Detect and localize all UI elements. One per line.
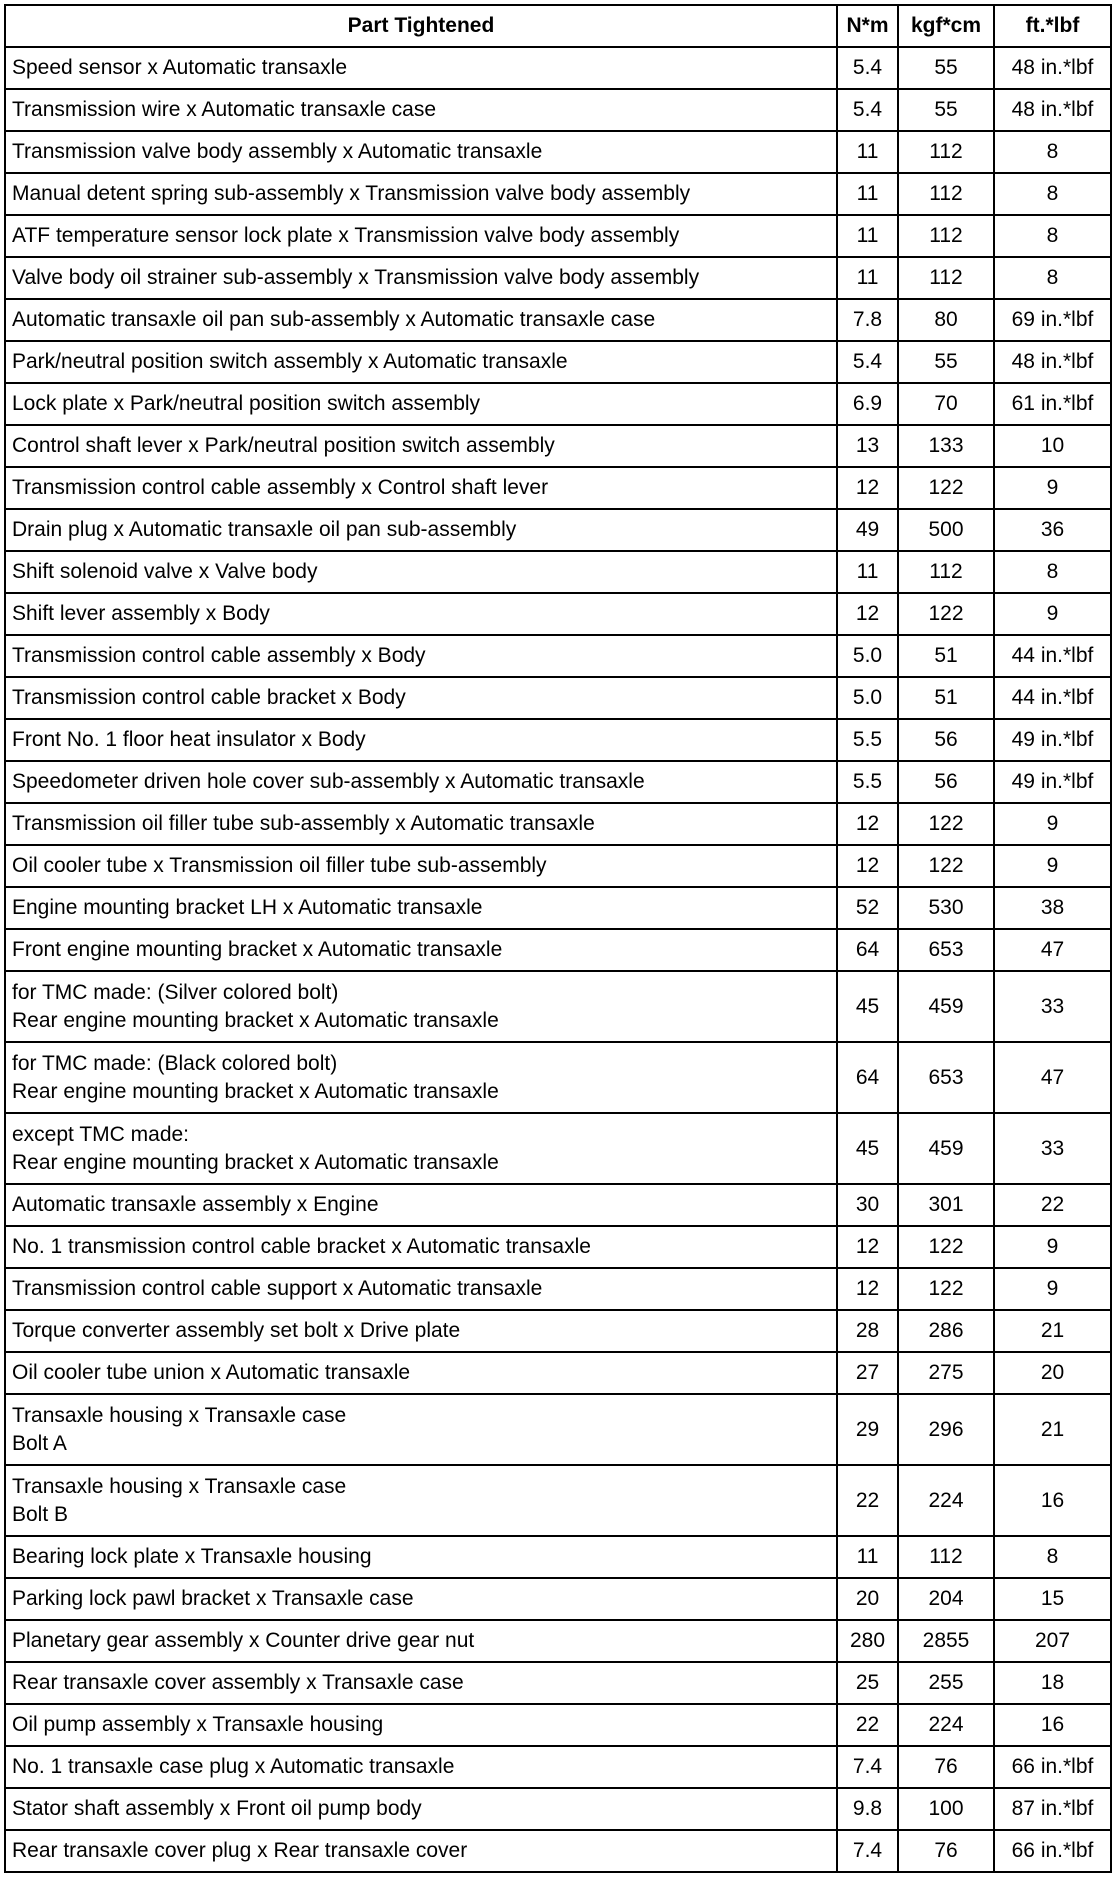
cell-ft-lbf: 9 — [994, 593, 1111, 635]
cell-part-tightened — [5, 593, 837, 635]
part-text-line: Rear transaxle cover assembly x Transaxle case — [12, 1671, 464, 1694]
part-text-line: Automatic transaxle oil pan sub-assembly x Automatic transaxle case — [12, 308, 656, 331]
part-text-line: Rear engine mounting bracket x Automatic transaxle — [12, 1150, 499, 1174]
cell-kgf-cm: 224 — [898, 1465, 994, 1536]
table-row — [5, 1830, 1111, 1872]
cell-ft-lbf: 18 — [994, 1662, 1111, 1704]
cell-ft-lbf: 48 in.*lbf — [994, 89, 1111, 131]
cell-ft-lbf: 8 — [994, 173, 1111, 215]
cell-kgf-cm: 286 — [898, 1310, 994, 1352]
cell-part-tightened — [5, 467, 837, 509]
cell-ft-lbf: 20 — [994, 1352, 1111, 1394]
part-text-line: Control shaft lever x Park/neutral position switch assembly — [12, 434, 555, 457]
cell-kgf-cm: 76 — [898, 1746, 994, 1788]
part-text-line: No. 1 transmission control cable bracket x Automatic transaxle — [12, 1235, 591, 1258]
cell-ft-lbf: 9 — [994, 1268, 1111, 1310]
cell-part-tightened — [5, 1746, 837, 1788]
part-text-line: Speedometer driven hole cover sub-assembly x Automatic transaxle — [12, 770, 645, 793]
cell-newton-meter: 280 — [837, 1620, 898, 1662]
cell-newton-meter: 52 — [837, 887, 898, 929]
table-row — [5, 635, 1111, 677]
cell-ft-lbf: 33 — [994, 971, 1111, 1042]
cell-part-tightened — [5, 1226, 837, 1268]
cell-newton-meter: 5.4 — [837, 47, 898, 89]
table-row — [5, 845, 1111, 887]
cell-part-tightened — [5, 1662, 837, 1704]
table-row — [5, 1662, 1111, 1704]
cell-newton-meter: 7.4 — [837, 1746, 898, 1788]
table-row — [5, 1352, 1111, 1394]
cell-ft-lbf: 16 — [994, 1704, 1111, 1746]
cell-newton-meter: 45 — [837, 1113, 898, 1184]
cell-ft-lbf: 8 — [994, 215, 1111, 257]
cell-ft-lbf: 8 — [994, 1536, 1111, 1578]
cell-newton-meter: 20 — [837, 1578, 898, 1620]
table-row — [5, 89, 1111, 131]
cell-part-tightened — [5, 929, 837, 971]
table-row — [5, 215, 1111, 257]
cell-ft-lbf: 8 — [994, 131, 1111, 173]
header-kgf-cm: kgf*cm — [898, 5, 994, 47]
table-row — [5, 1465, 1111, 1536]
cell-ft-lbf: 49 in.*lbf — [994, 719, 1111, 761]
cell-kgf-cm: 56 — [898, 761, 994, 803]
cell-kgf-cm: 51 — [898, 677, 994, 719]
cell-kgf-cm: 55 — [898, 47, 994, 89]
table-row — [5, 803, 1111, 845]
part-text-line: Transmission control cable support x Automatic transaxle — [12, 1277, 543, 1300]
cell-part-tightened — [5, 887, 837, 929]
table-row — [5, 383, 1111, 425]
cell-kgf-cm: 55 — [898, 89, 994, 131]
part-text-line: Park/neutral position switch assembly x Automatic transaxle — [12, 350, 568, 373]
cell-kgf-cm: 275 — [898, 1352, 994, 1394]
cell-kgf-cm: 459 — [898, 1113, 994, 1184]
table-row — [5, 887, 1111, 929]
table-row — [5, 1184, 1111, 1226]
cell-ft-lbf: 22 — [994, 1184, 1111, 1226]
cell-part-tightened — [5, 47, 837, 89]
part-text-line: Rear transaxle cover plug x Rear transaxle cover — [12, 1839, 468, 1862]
table-row — [5, 677, 1111, 719]
cell-newton-meter: 11 — [837, 257, 898, 299]
cell-newton-meter: 12 — [837, 1268, 898, 1310]
part-text-line: Front engine mounting bracket x Automatic transaxle — [12, 938, 503, 961]
cell-kgf-cm: 653 — [898, 929, 994, 971]
cell-kgf-cm: 2855 — [898, 1620, 994, 1662]
part-text-line: Drain plug x Automatic transaxle oil pan sub-assembly — [12, 518, 517, 541]
cell-part-tightened — [5, 1394, 837, 1465]
cell-part-tightened — [5, 173, 837, 215]
part-text-line: Oil pump assembly x Transaxle housing — [12, 1713, 384, 1736]
part-text-line: Rear engine mounting bracket x Automatic transaxle — [12, 1008, 499, 1032]
cell-kgf-cm: 112 — [898, 551, 994, 593]
table-row — [5, 425, 1111, 467]
part-text-line: Automatic transaxle assembly x Engine — [12, 1193, 379, 1216]
cell-part-tightened — [5, 1113, 837, 1184]
cell-ft-lbf: 21 — [994, 1394, 1111, 1465]
cell-part-tightened — [5, 131, 837, 173]
cell-kgf-cm: 133 — [898, 425, 994, 467]
cell-newton-meter: 13 — [837, 425, 898, 467]
table-row — [5, 1310, 1111, 1352]
cell-kgf-cm: 112 — [898, 1536, 994, 1578]
part-text-line: Transmission control cable assembly x Control shaft lever — [12, 476, 549, 499]
cell-kgf-cm: 255 — [898, 1662, 994, 1704]
cell-newton-meter: 28 — [837, 1310, 898, 1352]
cell-kgf-cm: 56 — [898, 719, 994, 761]
cell-newton-meter: 11 — [837, 131, 898, 173]
cell-newton-meter: 64 — [837, 1042, 898, 1113]
cell-newton-meter: 49 — [837, 509, 898, 551]
cell-kgf-cm: 459 — [898, 971, 994, 1042]
cell-kgf-cm: 100 — [898, 1788, 994, 1830]
cell-newton-meter: 64 — [837, 929, 898, 971]
cell-newton-meter: 45 — [837, 971, 898, 1042]
cell-part-tightened — [5, 761, 837, 803]
table-row — [5, 761, 1111, 803]
cell-ft-lbf: 21 — [994, 1310, 1111, 1352]
cell-ft-lbf: 16 — [994, 1465, 1111, 1536]
cell-kgf-cm: 500 — [898, 509, 994, 551]
cell-ft-lbf: 9 — [994, 467, 1111, 509]
part-text-line: Transmission wire x Automatic transaxle case — [12, 98, 437, 121]
part-text-line: No. 1 transaxle case plug x Automatic transaxle — [12, 1755, 455, 1778]
part-text-line: Transmission control cable bracket x Body — [12, 686, 406, 709]
cell-newton-meter: 11 — [837, 215, 898, 257]
cell-kgf-cm: 112 — [898, 257, 994, 299]
cell-newton-meter: 5.4 — [837, 89, 898, 131]
cell-part-tightened — [5, 1788, 837, 1830]
cell-ft-lbf: 33 — [994, 1113, 1111, 1184]
part-text-line: ATF temperature sensor lock plate x Transmission valve body assembly — [12, 224, 680, 247]
cell-part-tightened — [5, 215, 837, 257]
cell-newton-meter: 5.0 — [837, 635, 898, 677]
cell-part-tightened — [5, 551, 837, 593]
cell-part-tightened — [5, 299, 837, 341]
part-text-line: Shift solenoid valve x Valve body — [12, 560, 318, 583]
cell-part-tightened — [5, 971, 837, 1042]
table-row — [5, 509, 1111, 551]
cell-ft-lbf: 66 in.*lbf — [994, 1830, 1111, 1872]
cell-newton-meter: 12 — [837, 467, 898, 509]
cell-part-tightened — [5, 1042, 837, 1113]
cell-ft-lbf: 8 — [994, 551, 1111, 593]
table-row — [5, 467, 1111, 509]
cell-newton-meter: 5.4 — [837, 341, 898, 383]
cell-ft-lbf: 9 — [994, 845, 1111, 887]
cell-ft-lbf: 69 in.*lbf — [994, 299, 1111, 341]
part-text-line: Transaxle housing x Transaxle case — [12, 1403, 347, 1427]
cell-ft-lbf: 36 — [994, 509, 1111, 551]
cell-kgf-cm: 301 — [898, 1184, 994, 1226]
cell-newton-meter: 29 — [837, 1394, 898, 1465]
table-row — [5, 47, 1111, 89]
part-text-line: Lock plate x Park/neutral position switch assembly — [12, 392, 481, 415]
cell-kgf-cm: 204 — [898, 1578, 994, 1620]
part-text-line: Transaxle housing x Transaxle case — [12, 1474, 347, 1498]
table-row — [5, 1620, 1111, 1662]
table-row — [5, 551, 1111, 593]
cell-kgf-cm: 122 — [898, 593, 994, 635]
table-row — [5, 131, 1111, 173]
cell-newton-meter: 27 — [837, 1352, 898, 1394]
torque-spec-table — [4, 4, 1112, 1873]
table-row — [5, 1268, 1111, 1310]
cell-newton-meter: 12 — [837, 1226, 898, 1268]
table-row — [5, 1788, 1111, 1830]
cell-ft-lbf: 61 in.*lbf — [994, 383, 1111, 425]
part-text-line: for TMC made: (Black colored bolt) — [12, 1051, 338, 1075]
cell-kgf-cm: 653 — [898, 1042, 994, 1113]
part-text-line: Rear engine mounting bracket x Automatic transaxle — [12, 1079, 499, 1103]
cell-newton-meter: 9.8 — [837, 1788, 898, 1830]
cell-part-tightened — [5, 635, 837, 677]
cell-kgf-cm: 224 — [898, 1704, 994, 1746]
table-row — [5, 1042, 1111, 1113]
cell-part-tightened — [5, 509, 837, 551]
cell-kgf-cm: 122 — [898, 1268, 994, 1310]
cell-newton-meter: 12 — [837, 845, 898, 887]
cell-ft-lbf: 44 in.*lbf — [994, 677, 1111, 719]
cell-newton-meter: 12 — [837, 803, 898, 845]
cell-kgf-cm: 112 — [898, 173, 994, 215]
table-row — [5, 1578, 1111, 1620]
cell-ft-lbf: 207 — [994, 1620, 1111, 1662]
cell-ft-lbf: 9 — [994, 1226, 1111, 1268]
part-text-line: Valve body oil strainer sub-assembly x Transmission valve body assembly — [12, 266, 700, 289]
cell-newton-meter: 25 — [837, 1662, 898, 1704]
cell-ft-lbf: 9 — [994, 803, 1111, 845]
cell-part-tightened — [5, 1465, 837, 1536]
cell-part-tightened — [5, 425, 837, 467]
table-row — [5, 719, 1111, 761]
cell-part-tightened — [5, 1268, 837, 1310]
cell-part-tightened — [5, 677, 837, 719]
part-text-line: for TMC made: (Silver colored bolt) — [12, 980, 339, 1004]
cell-ft-lbf: 87 in.*lbf — [994, 1788, 1111, 1830]
cell-newton-meter: 22 — [837, 1465, 898, 1536]
part-text-line: Manual detent spring sub-assembly x Transmission valve body assembly — [12, 182, 691, 205]
cell-part-tightened — [5, 383, 837, 425]
header-newton-meter: N*m — [837, 5, 898, 47]
torque-spec-table-container — [4, 4, 1110, 1873]
cell-kgf-cm: 70 — [898, 383, 994, 425]
cell-ft-lbf: 47 — [994, 1042, 1111, 1113]
header-ft-lbf: ft.*lbf — [994, 5, 1111, 47]
table-row — [5, 1536, 1111, 1578]
cell-part-tightened — [5, 719, 837, 761]
cell-newton-meter: 11 — [837, 173, 898, 215]
cell-part-tightened — [5, 1536, 837, 1578]
cell-newton-meter: 5.5 — [837, 719, 898, 761]
table-row — [5, 593, 1111, 635]
part-text-line: Parking lock pawl bracket x Transaxle case — [12, 1587, 414, 1610]
part-text-line: Bearing lock plate x Transaxle housing — [12, 1545, 372, 1568]
part-text-line: Transmission oil filler tube sub-assembly x Automatic transaxle — [12, 812, 595, 835]
cell-part-tightened — [5, 1704, 837, 1746]
cell-part-tightened — [5, 1352, 837, 1394]
table-row — [5, 299, 1111, 341]
cell-newton-meter: 30 — [837, 1184, 898, 1226]
header-part-tightened: Part Tightened — [5, 5, 837, 47]
table-row — [5, 1113, 1111, 1184]
cell-kgf-cm: 122 — [898, 803, 994, 845]
cell-kgf-cm: 112 — [898, 215, 994, 257]
table-row — [5, 1704, 1111, 1746]
cell-part-tightened — [5, 341, 837, 383]
table-row — [5, 1394, 1111, 1465]
cell-ft-lbf: 10 — [994, 425, 1111, 467]
part-text-line: Speed sensor x Automatic transaxle — [12, 56, 348, 79]
part-text-line: except TMC made: — [12, 1122, 190, 1146]
part-text-line: Front No. 1 floor heat insulator x Body — [12, 728, 366, 751]
table-body — [5, 47, 1111, 1872]
cell-part-tightened — [5, 1310, 837, 1352]
cell-ft-lbf: 48 in.*lbf — [994, 47, 1111, 89]
part-text-line: Oil cooler tube union x Automatic transaxle — [12, 1361, 411, 1384]
cell-kgf-cm: 51 — [898, 635, 994, 677]
cell-part-tightened — [5, 845, 837, 887]
cell-newton-meter: 7.8 — [837, 299, 898, 341]
cell-kgf-cm: 122 — [898, 467, 994, 509]
part-text-line: Shift lever assembly x Body — [12, 602, 270, 625]
cell-ft-lbf: 66 in.*lbf — [994, 1746, 1111, 1788]
part-text-line: Transmission control cable assembly x Body — [12, 644, 426, 667]
part-text-line: Bolt A — [12, 1431, 67, 1455]
cell-ft-lbf: 47 — [994, 929, 1111, 971]
table-row — [5, 1746, 1111, 1788]
cell-ft-lbf: 48 in.*lbf — [994, 341, 1111, 383]
part-text-line: Oil cooler tube x Transmission oil filler tube sub-assembly — [12, 854, 547, 877]
part-text-line: Engine mounting bracket LH x Automatic transaxle — [12, 896, 483, 919]
cell-ft-lbf: 8 — [994, 257, 1111, 299]
cell-newton-meter: 22 — [837, 1704, 898, 1746]
cell-newton-meter: 5.5 — [837, 761, 898, 803]
cell-ft-lbf: 15 — [994, 1578, 1111, 1620]
cell-part-tightened — [5, 803, 837, 845]
cell-part-tightened — [5, 1620, 837, 1662]
table-row — [5, 257, 1111, 299]
table-row — [5, 929, 1111, 971]
cell-ft-lbf: 44 in.*lbf — [994, 635, 1111, 677]
table-row — [5, 173, 1111, 215]
cell-part-tightened — [5, 1830, 837, 1872]
cell-kgf-cm: 122 — [898, 845, 994, 887]
part-text-line: Planetary gear assembly x Counter drive gear nut — [12, 1629, 475, 1652]
table-row — [5, 971, 1111, 1042]
cell-kgf-cm: 76 — [898, 1830, 994, 1872]
cell-kgf-cm: 530 — [898, 887, 994, 929]
cell-kgf-cm: 122 — [898, 1226, 994, 1268]
cell-newton-meter: 7.4 — [837, 1830, 898, 1872]
header-row — [5, 5, 1111, 47]
cell-ft-lbf: 38 — [994, 887, 1111, 929]
part-text-line: Bolt B — [12, 1502, 69, 1526]
cell-kgf-cm: 55 — [898, 341, 994, 383]
cell-kgf-cm: 112 — [898, 131, 994, 173]
table-row — [5, 1226, 1111, 1268]
table-row — [5, 341, 1111, 383]
cell-newton-meter: 11 — [837, 1536, 898, 1578]
part-text-line: Transmission valve body assembly x Automatic transaxle — [12, 140, 543, 163]
table-header — [5, 5, 1111, 47]
cell-part-tightened — [5, 1184, 837, 1226]
cell-kgf-cm: 296 — [898, 1394, 994, 1465]
cell-ft-lbf: 49 in.*lbf — [994, 761, 1111, 803]
cell-kgf-cm: 80 — [898, 299, 994, 341]
cell-newton-meter: 6.9 — [837, 383, 898, 425]
part-text-line: Torque converter assembly set bolt x Drive plate — [12, 1319, 461, 1342]
cell-part-tightened — [5, 257, 837, 299]
part-text-line: Stator shaft assembly x Front oil pump body — [12, 1797, 422, 1820]
cell-newton-meter: 5.0 — [837, 677, 898, 719]
cell-newton-meter: 11 — [837, 551, 898, 593]
cell-part-tightened — [5, 1578, 837, 1620]
cell-part-tightened — [5, 89, 837, 131]
cell-newton-meter: 12 — [837, 593, 898, 635]
